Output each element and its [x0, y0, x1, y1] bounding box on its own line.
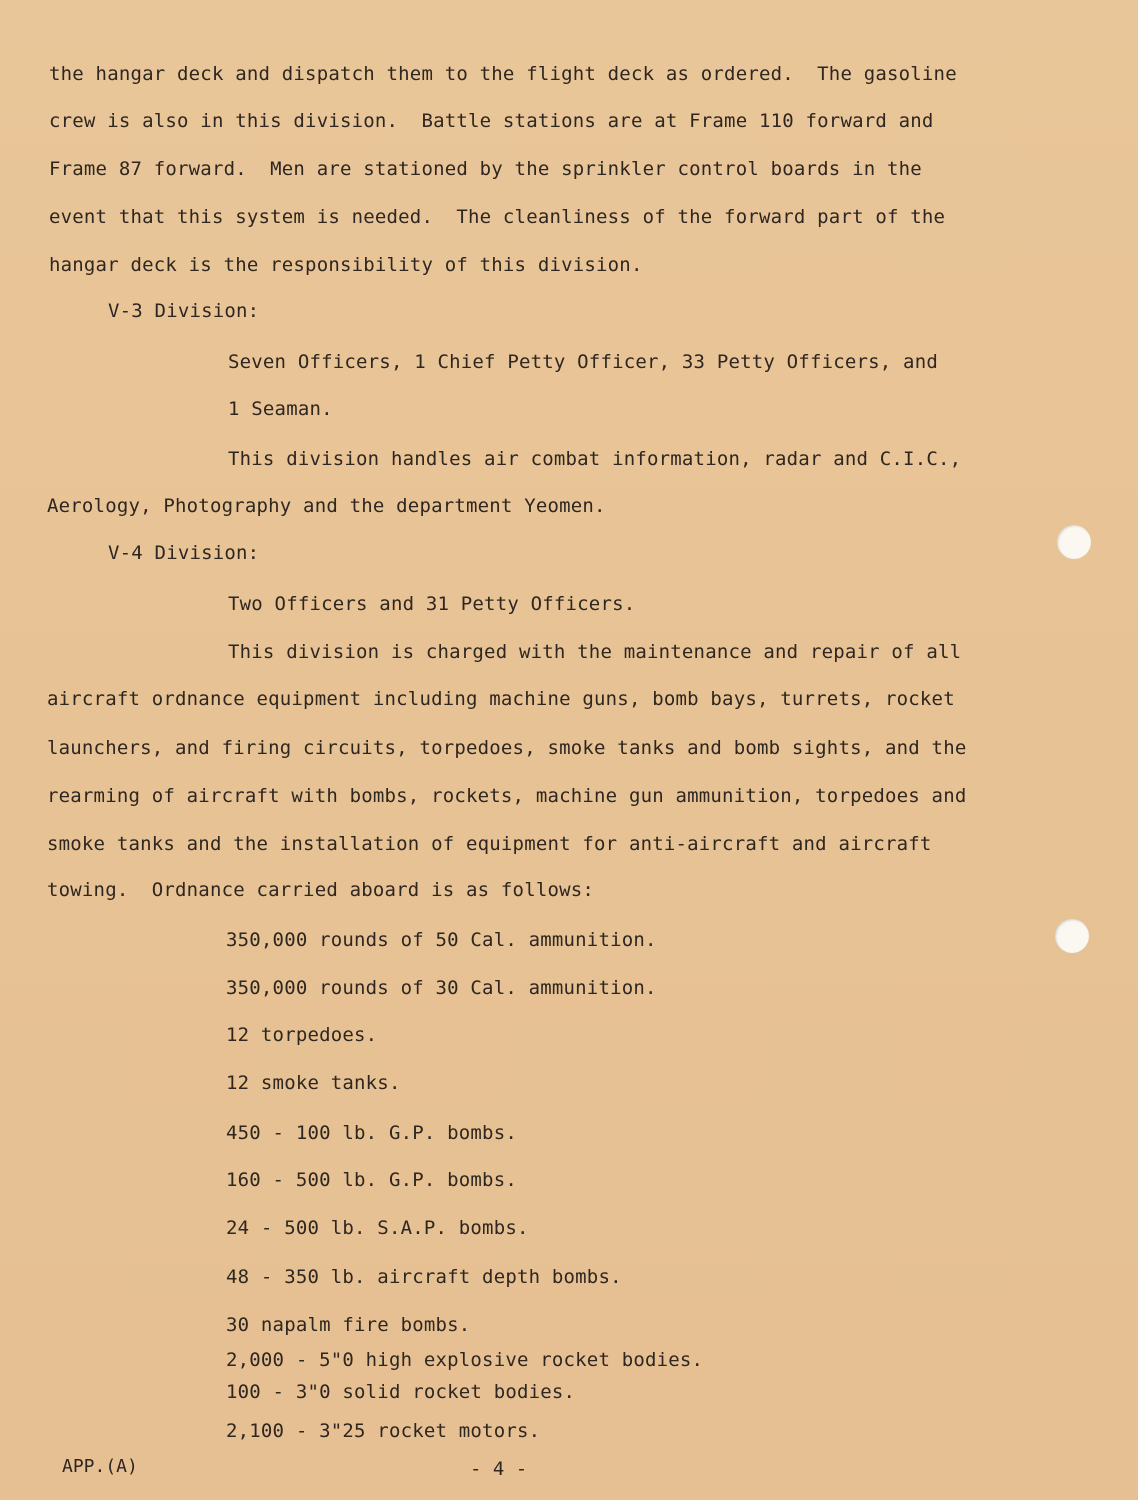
ordnance-item: 160 - 500 lb. G.P. bombs.	[226, 1169, 517, 1191]
ordnance-item: 30 napalm fire bombs.	[226, 1314, 471, 1336]
body-text-line: the hangar deck and dispatch them to the flight deck as ordered. The gasoline	[49, 63, 957, 85]
body-text-line: crew is also in this division. Battle stations are at Frame 110 forward and	[49, 110, 934, 132]
body-text-line: Frame 87 forward. Men are stationed by the sprinkler control boards in the	[49, 158, 922, 180]
v4-description-line: launchers, and firing circuits, torpedoes, smoke tanks and bomb sights, and the	[47, 737, 967, 759]
page-number: - 4 -	[470, 1458, 528, 1480]
v3-personnel-line: 1 Seaman.	[228, 398, 333, 420]
ordnance-item: 48 - 350 lb. aircraft depth bombs.	[226, 1266, 622, 1288]
appendix-label: APP.(A)	[62, 1456, 138, 1477]
ordnance-item: 350,000 rounds of 50 Cal. ammunition.	[226, 929, 657, 951]
v4-description-line: This division is charged with the maintenance and repair of all	[228, 641, 962, 663]
ordnance-item: 24 - 500 lb. S.A.P. bombs.	[226, 1217, 529, 1239]
body-text-line: event that this system is needed. The cleanliness of the forward part of the	[49, 206, 946, 228]
section-heading-v4: V-4 Division:	[108, 542, 260, 564]
v4-description-line: rearming of aircraft with bombs, rockets, machine gun ammunition, torpedoes and	[47, 785, 967, 807]
v3-description-line: This division handles air combat information, radar and C.I.C.,	[228, 448, 962, 470]
v4-personnel-line: Two Officers and 31 Petty Officers.	[228, 593, 636, 615]
body-text-line: hangar deck is the responsibility of this division.	[49, 254, 643, 276]
ordnance-item: 12 smoke tanks.	[226, 1072, 401, 1094]
ordnance-item: 350,000 rounds of 30 Cal. ammunition.	[226, 977, 657, 999]
ordnance-item: 12 torpedoes.	[226, 1024, 378, 1046]
ordnance-item: 2,100 - 3"25 rocket motors.	[226, 1420, 541, 1442]
section-heading-v3: V-3 Division:	[108, 300, 260, 322]
v4-description-line: smoke tanks and the installation of equipment for anti-aircraft and aircraft	[47, 833, 932, 855]
v4-description-line: towing. Ordnance carried aboard is as follows:	[47, 879, 595, 901]
v4-description-line: aircraft ordnance equipment including machine guns, bomb bays, turrets, rocket	[47, 688, 955, 710]
ordnance-item: 450 - 100 lb. G.P. bombs.	[226, 1122, 517, 1144]
v3-personnel-line: Seven Officers, 1 Chief Petty Officer, 33 Petty Officers, and	[228, 351, 938, 373]
ordnance-item: 100 - 3"0 solid rocket bodies.	[226, 1381, 576, 1403]
punch-hole	[1057, 525, 1091, 559]
punch-hole	[1055, 919, 1089, 953]
ordnance-item: 2,000 - 5"0 high explosive rocket bodies.	[226, 1349, 704, 1371]
v3-description-line: Aerology, Photography and the department Yeomen.	[47, 495, 606, 517]
